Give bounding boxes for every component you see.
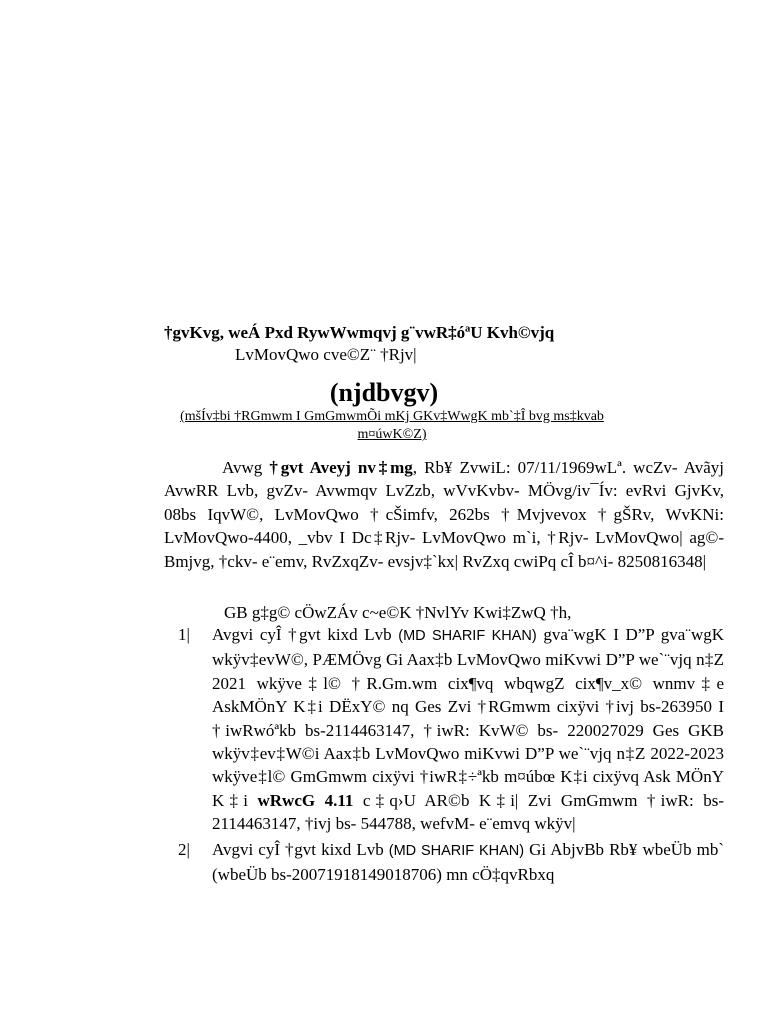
office-name: †gvKvg, weÁ Pxd RywWwmqvj g¨vwR‡óªU Kvh©vjq: [164, 323, 555, 342]
item-text: [212, 838, 724, 887]
item-number: 2|: [178, 839, 190, 859]
list-item: [178, 838, 724, 887]
item-text-part: gva¨wgK I D”P gva¨wgK wkÿv‡evW©, PÆMÖvg Gi Aax‡b LvMovQwo miKvwi D”P we`¨vjq n‡Z 2021 wkÿve‡l© †R.Gm.wm cix¶vq wbqwgZ cix¶v_x© wnmv‡e AskMÖnY K‡i DËxY© nq Ges Zvi †RGmwm cixÿvi †ivj bs-263950 I †iwRwóªkb bs-2114463147, †iwR: KvW© bs- 220027029 Ges GKB wkÿv‡ev‡W©i Aax‡b LvMovQwo miKvwi D”P we`¨vjq n‡Z 2022-2023 wkÿve‡l© GmGmwm cixÿvi †iwR‡÷ªkb m¤úbœ K‡i cixÿvq Ask MÖnY K‡i: [212, 625, 724, 810]
item-text-part: Avgvi cyÎ †gvt kixd Lvb: [212, 839, 389, 859]
declaration-list: [178, 623, 724, 888]
declarant-name: †gvt Aveyj nv‡mg: [269, 458, 413, 477]
item-number: 1|: [178, 625, 190, 644]
item-english-name: (MD SHARIF KHAN): [398, 628, 537, 644]
document-title: (njdbvgv): [329, 378, 439, 407]
office-header: [164, 322, 724, 366]
item-text-part: Gi AbjvBb Rb¥ wbeÜb mb` (wbeÜb bs-20071918149018706) mn cÖ‡qvRbxq: [212, 839, 724, 885]
declaration-intro: GB g‡g© cÖwZÁv c~e©K †NvlYv Kwi‡ZwQ †h,: [224, 603, 572, 622]
list-item: [178, 623, 724, 836]
declarant-pre: Avwg: [222, 458, 270, 477]
item-gpa: wRwcG 4.11: [257, 790, 354, 810]
item-text: [212, 623, 724, 836]
declarant-paragraph: [164, 456, 724, 573]
item-english-name: (MD SHARIF KHAN): [388, 842, 525, 859]
declarant-details: , Rb¥ ZvwiL: 07/11/1969wLª. wcZv- Avãyj AvwRR Lvb, gvZv- Avwmqv LvZzb, wVvKvbv- MÖvg/iv¯Ív: evRvi GjvKv, 08bs IqvW©, LvMovQwo †cŠimfv, 262bs †Mvjvevox †gŠRv, WvKNi: LvMovQwo-4400, _vbv I Dc‡Rjv- LvMovQwo m`i, †Rjv- LvMovQwo| ag©- Bmjvg, †ckv- e¨emv, RvZxqZv- evsjv‡`kx| RvZxq cwiPq cÎ b¤^i- 8250816348|: [164, 458, 724, 571]
item-text-part: c‡q›U AR©b K‡i| Zvi GmGmwm †iwR: bs-2114463147, †ivj bs- 544788, wefvM- e¨emvq wkÿv|: [212, 790, 724, 834]
document-subtitle: (mšÍv‡bi †RGmwm I GmGmwmÕi mKj GKv‡WwgK mb`‡Î bvg ms‡kvab m¤úwK©Z): [180, 409, 604, 442]
item-text-part: Avgvi cyÎ †gvt kixd Lvb: [212, 625, 399, 644]
district-name: LvMovQwo cve©Z¨ †Rjv|: [235, 345, 417, 364]
